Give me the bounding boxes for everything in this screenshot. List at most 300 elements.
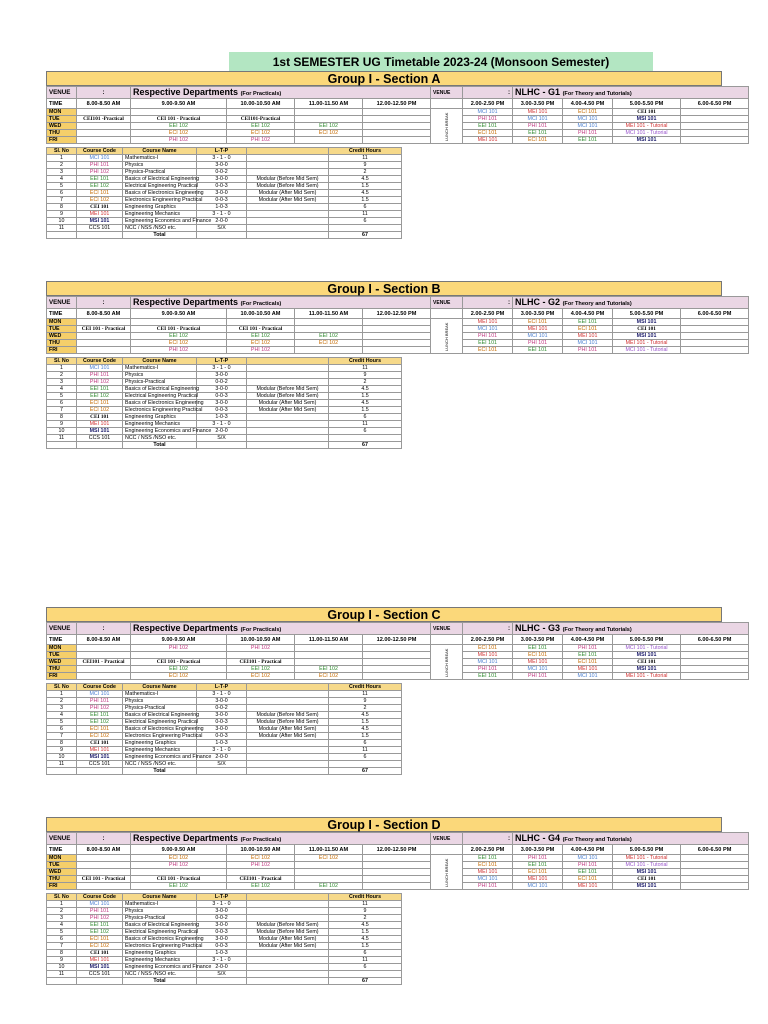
course-sl: 6: [47, 936, 77, 943]
total-label: Total: [123, 232, 197, 239]
course-code: PHI 101: [77, 908, 123, 915]
class-cell: [363, 347, 431, 354]
class-cell: MCI 101: [513, 666, 563, 673]
venue-label-2: VENUE: [431, 833, 463, 845]
class-cell: ECI 102: [295, 673, 363, 680]
class-cell: CEI 101: [613, 659, 681, 666]
nlhc-sub: (For Theory and Tutorials): [562, 836, 632, 843]
course-row: [47, 211, 402, 218]
class-cell: [681, 326, 749, 333]
course-code: PHI 102: [77, 705, 123, 712]
class-cell: CEI 101 - Practical: [77, 326, 131, 333]
course-credits: 6: [329, 740, 402, 747]
course-row: [47, 726, 402, 733]
class-cell: [363, 333, 431, 340]
course-name: Engineering Graphics: [123, 204, 197, 211]
course-header: Course Code: [77, 894, 123, 901]
resp-sub: (For Practicals): [240, 626, 282, 633]
time-label: TIME: [47, 309, 77, 319]
course-note: [247, 705, 329, 712]
course-row: [47, 169, 402, 176]
class-cell: [295, 347, 363, 354]
course-ltp: 0-0-3: [197, 407, 247, 414]
course-credits: 4.5: [329, 936, 402, 943]
class-cell: [363, 340, 431, 347]
class-cell: ECI 102: [295, 340, 363, 347]
course-code: CCS 101: [77, 225, 123, 232]
venue-colon: :: [77, 833, 131, 845]
course-name: Basics of Electrical Engineering: [123, 922, 197, 929]
course-table: [46, 357, 402, 449]
day-row: [47, 326, 749, 333]
course-row: [47, 190, 402, 197]
class-cell: MCI 101: [463, 109, 513, 116]
spacer: [431, 845, 463, 855]
day-label: MON: [47, 645, 77, 652]
course-ltp: 3-0-0: [197, 936, 247, 943]
course-credits: 2: [329, 379, 402, 386]
course-credits: 11: [329, 957, 402, 964]
course-code: EEI 101: [77, 176, 123, 183]
timetable: [46, 296, 749, 354]
course-ltp: 3 - 1 - 0: [197, 747, 247, 754]
class-cell: [363, 883, 431, 890]
class-cell: EEI 101: [563, 869, 613, 876]
class-cell: MSI 101: [613, 869, 681, 876]
class-cell: PHI 102: [131, 137, 227, 144]
venue-label-2: VENUE: [431, 87, 463, 99]
class-cell: PHI 101: [563, 347, 613, 354]
course-row: [47, 719, 402, 726]
venue-colon-2: :: [463, 833, 513, 845]
section-title: Group I - Section A: [46, 71, 722, 86]
empty-cell: [47, 978, 77, 985]
day-label: TUE: [47, 116, 77, 123]
course-name: NCC / NSS /NSO etc.: [123, 971, 197, 978]
course-header-row: [47, 148, 402, 155]
course-sl: 3: [47, 915, 77, 922]
course-code: PHI 101: [77, 162, 123, 169]
course-note: Modular (After Mid Sem): [247, 407, 329, 414]
course-name: Electrical Engineering Practical: [123, 183, 197, 190]
day-row: [47, 116, 749, 123]
course-ltp: 1-0-3: [197, 740, 247, 747]
course-name: Electrical Engineering Practical: [123, 393, 197, 400]
course-name: Physics: [123, 908, 197, 915]
course-sl: 4: [47, 386, 77, 393]
venue-colon: :: [77, 87, 131, 99]
course-code: CEI 101: [77, 204, 123, 211]
course-header: Course Code: [77, 684, 123, 691]
course-sl: 6: [47, 726, 77, 733]
total-row: [47, 768, 402, 775]
nlhc-venue: [513, 297, 749, 309]
class-cell: ECI 101: [463, 347, 513, 354]
class-cell: ECI 102: [131, 855, 227, 862]
course-sl: 3: [47, 379, 77, 386]
course-name: Engineering Economics and Finance: [123, 218, 197, 225]
venue-label-2: VENUE: [431, 623, 463, 635]
course-code: EEI 102: [77, 719, 123, 726]
class-cell: PHI 101: [563, 862, 613, 869]
class-cell: CEI101 - Practical: [77, 659, 131, 666]
class-cell: [295, 659, 363, 666]
course-ltp: 0-0-2: [197, 169, 247, 176]
course-ltp: 0-0-2: [197, 705, 247, 712]
class-cell: [363, 652, 431, 659]
time-slot: 5.00-5.50 PM: [613, 845, 681, 855]
course-name: Engineering Mechanics: [123, 957, 197, 964]
timetable: [46, 622, 749, 680]
course-ltp: 0-0-2: [197, 915, 247, 922]
course-credits: 1.5: [329, 197, 402, 204]
course-header: Credit Hours: [329, 358, 402, 365]
course-row: [47, 372, 402, 379]
course-note: [247, 365, 329, 372]
class-cell: [295, 326, 363, 333]
course-header: Credit Hours: [329, 148, 402, 155]
course-code: MEI 101: [77, 957, 123, 964]
day-label: TUE: [47, 862, 77, 869]
class-cell: [363, 666, 431, 673]
course-note: Modular (After Mid Sem): [247, 190, 329, 197]
time-row: [47, 309, 749, 319]
venue-row: [47, 87, 749, 99]
course-credits: [329, 761, 402, 768]
course-note: [247, 698, 329, 705]
venue-colon-2: :: [463, 623, 513, 635]
course-header: Credit Hours: [329, 894, 402, 901]
time-slot: 10.00-10.50 AM: [227, 309, 295, 319]
course-note: Modular (After Mid Sem): [247, 197, 329, 204]
course-credits: 11: [329, 365, 402, 372]
course-ltp: 0-0-3: [197, 393, 247, 400]
class-cell: MEI 101: [563, 333, 613, 340]
course-name: Basics of Electrical Engineering: [123, 386, 197, 393]
course-credits: 4.5: [329, 190, 402, 197]
class-cell: EEI 101: [513, 645, 563, 652]
course-sl: 3: [47, 169, 77, 176]
course-sl: 8: [47, 950, 77, 957]
class-cell: PHI 102: [131, 645, 227, 652]
course-name: Physics-Practical: [123, 379, 197, 386]
class-cell: EEI 101: [463, 123, 513, 130]
day-row: [47, 333, 749, 340]
course-name: Physics: [123, 162, 197, 169]
course-sl: 8: [47, 204, 77, 211]
class-cell: [295, 645, 363, 652]
empty-cell: [197, 442, 247, 449]
course-name: Engineering Economics and Finance: [123, 428, 197, 435]
course-name: Electrical Engineering Practical: [123, 719, 197, 726]
time-slot: 11.00-11.50 AM: [295, 99, 363, 109]
resp-sub: (For Practicals): [240, 836, 282, 843]
course-note: Modular (Before Mid Sem): [247, 393, 329, 400]
course-code: EEI 101: [77, 712, 123, 719]
class-cell: EEI 102: [295, 666, 363, 673]
course-ltp: 0-0-3: [197, 929, 247, 936]
course-name: Electronics Engineering Practical: [123, 407, 197, 414]
course-ltp: 3-0-0: [197, 908, 247, 915]
class-cell: [295, 137, 363, 144]
course-note: [247, 421, 329, 428]
time-slot: 5.00-5.50 PM: [613, 99, 681, 109]
class-cell: [77, 883, 131, 890]
course-note: Modular (Before Mid Sem): [247, 183, 329, 190]
class-cell: ECI 101: [513, 319, 563, 326]
class-cell: [77, 666, 131, 673]
respective-departments: [131, 87, 431, 99]
course-code: PHI 102: [77, 379, 123, 386]
course-header: L-T-P: [197, 358, 247, 365]
class-cell: MEI 101: [463, 319, 513, 326]
course-row: [47, 435, 402, 442]
class-cell: [681, 645, 749, 652]
class-cell: MSI 101: [613, 883, 681, 890]
course-ltp: S/X: [197, 971, 247, 978]
class-cell: [363, 855, 431, 862]
course-code: ECI 102: [77, 407, 123, 414]
course-ltp: 3 - 1 - 0: [197, 211, 247, 218]
course-ltp: 0-0-2: [197, 379, 247, 386]
course-sl: 2: [47, 698, 77, 705]
course-row: [47, 971, 402, 978]
class-cell: EEI 102: [131, 123, 227, 130]
course-name: Mathematics-I: [123, 691, 197, 698]
course-code: EEI 102: [77, 929, 123, 936]
class-cell: CEI 101 - Practical: [227, 326, 295, 333]
course-ltp: 0-0-3: [197, 719, 247, 726]
course-note: [247, 908, 329, 915]
class-cell: [363, 123, 431, 130]
course-credits: 4.5: [329, 400, 402, 407]
course-sl: 10: [47, 964, 77, 971]
class-cell: MSI 101: [613, 116, 681, 123]
course-sl: 4: [47, 176, 77, 183]
course-name: NCC / NSS /NSO etc.: [123, 761, 197, 768]
nlhc-label: NLHC - G3: [515, 622, 561, 633]
empty-cell: [247, 442, 329, 449]
course-sl: 5: [47, 183, 77, 190]
course-row: [47, 754, 402, 761]
class-cell: [295, 876, 363, 883]
class-cell: MEI 101: [563, 666, 613, 673]
time-slot: 4.00-4.50 PM: [563, 309, 613, 319]
course-header-row: [47, 684, 402, 691]
class-cell: PHI 102: [131, 347, 227, 354]
course-note: Modular (After Mid Sem): [247, 726, 329, 733]
total-label: Total: [123, 442, 197, 449]
course-row: [47, 379, 402, 386]
time-slot: 6.00-6.50 PM: [681, 635, 749, 645]
section-1: [46, 281, 732, 449]
course-header: L-T-P: [197, 148, 247, 155]
class-cell: [77, 137, 131, 144]
class-cell: EEI 101: [563, 319, 613, 326]
course-credits: 4.5: [329, 726, 402, 733]
class-cell: [77, 347, 131, 354]
class-cell: [295, 652, 363, 659]
day-label: THU: [47, 340, 77, 347]
day-label: WED: [47, 333, 77, 340]
class-cell: ECI 101: [563, 876, 613, 883]
venue-label: VENUE: [47, 87, 77, 99]
course-sl: 1: [47, 155, 77, 162]
day-row: [47, 137, 749, 144]
time-row: [47, 845, 749, 855]
class-cell: [681, 123, 749, 130]
course-credits: 2: [329, 169, 402, 176]
course-row: [47, 964, 402, 971]
spacer: [431, 635, 463, 645]
class-cell: EEI 101: [513, 130, 563, 137]
course-ltp: 2-0-0: [197, 754, 247, 761]
course-note: Modular (Before Mid Sem): [247, 176, 329, 183]
class-cell: [77, 869, 131, 876]
course-sl: 10: [47, 754, 77, 761]
total-credits: 67: [329, 768, 402, 775]
day-label: THU: [47, 130, 77, 137]
course-name: Physics: [123, 372, 197, 379]
course-ltp: 0-0-3: [197, 183, 247, 190]
venue-row: [47, 297, 749, 309]
empty-cell: [47, 442, 77, 449]
course-row: [47, 705, 402, 712]
class-cell: MCI 101 - Tutorial: [613, 130, 681, 137]
class-cell: ECI 101: [463, 862, 513, 869]
course-header: [247, 894, 329, 901]
course-note: [247, 372, 329, 379]
course-row: [47, 400, 402, 407]
class-cell: CEI101-Practical: [227, 116, 295, 123]
respective-departments: [131, 297, 431, 309]
course-name: Engineering Graphics: [123, 950, 197, 957]
time-slot: 3.00-3.50 PM: [513, 635, 563, 645]
course-row: [47, 901, 402, 908]
time-slot: 8.00-8.50 AM: [77, 309, 131, 319]
class-cell: EEI 101: [563, 652, 613, 659]
course-sl: 11: [47, 435, 77, 442]
course-ltp: 0-0-3: [197, 943, 247, 950]
class-cell: ECI 102: [295, 130, 363, 137]
day-label: FRI: [47, 883, 77, 890]
course-code: MSI 101: [77, 754, 123, 761]
day-row: [47, 673, 749, 680]
time-slot: 10.00-10.50 AM: [227, 845, 295, 855]
class-cell: MCI 101: [513, 116, 563, 123]
venue-row: [47, 623, 749, 635]
total-label: Total: [123, 978, 197, 985]
day-label: TUE: [47, 652, 77, 659]
lunch-break: LUNCH BREAK: [431, 109, 463, 144]
course-name: Electrical Engineering Practical: [123, 929, 197, 936]
class-cell: EEI 102: [131, 883, 227, 890]
nlhc-label: NLHC - G1: [515, 86, 561, 97]
course-name: Physics-Practical: [123, 705, 197, 712]
course-code: MSI 101: [77, 428, 123, 435]
class-cell: [681, 347, 749, 354]
course-ltp: 3-0-0: [197, 176, 247, 183]
course-credits: 6: [329, 754, 402, 761]
empty-cell: [47, 232, 77, 239]
class-cell: [295, 319, 363, 326]
time-slot: 9.00-9.50 AM: [131, 635, 227, 645]
class-cell: CEI 101 - Practical: [131, 326, 227, 333]
class-cell: [681, 855, 749, 862]
class-cell: PHI 101: [463, 333, 513, 340]
time-slot: 12.00-12.50 PM: [363, 635, 431, 645]
course-code: MSI 101: [77, 218, 123, 225]
time-slot: 9.00-9.50 AM: [131, 309, 227, 319]
class-cell: EEI 102: [227, 666, 295, 673]
day-row: [47, 869, 749, 876]
course-row: [47, 733, 402, 740]
class-cell: [681, 109, 749, 116]
course-header: [247, 358, 329, 365]
venue-colon: :: [77, 623, 131, 635]
venue-label: VENUE: [47, 833, 77, 845]
course-credits: 1.5: [329, 929, 402, 936]
class-cell: ECI 102: [131, 340, 227, 347]
class-cell: [77, 645, 131, 652]
course-note: Modular (Before Mid Sem): [247, 719, 329, 726]
course-ltp: 3 - 1 - 0: [197, 421, 247, 428]
class-cell: MCI 101: [563, 673, 613, 680]
class-cell: EEI 101: [463, 855, 513, 862]
class-cell: MCI 101: [563, 855, 613, 862]
course-sl: 2: [47, 372, 77, 379]
class-cell: [363, 116, 431, 123]
spacer: [431, 99, 463, 109]
course-sl: 5: [47, 929, 77, 936]
empty-cell: [77, 232, 123, 239]
course-code: ECI 102: [77, 733, 123, 740]
class-cell: [681, 319, 749, 326]
course-ltp: 3-0-0: [197, 712, 247, 719]
nlhc-venue: [513, 623, 749, 635]
class-cell: PHI 101: [463, 883, 513, 890]
day-row: [47, 862, 749, 869]
course-ltp: 0-0-3: [197, 197, 247, 204]
course-row: [47, 747, 402, 754]
course-ltp: 1-0-3: [197, 204, 247, 211]
class-cell: [77, 130, 131, 137]
course-code: MEI 101: [77, 211, 123, 218]
time-slot: 10.00-10.50 AM: [227, 99, 295, 109]
course-sl: 6: [47, 190, 77, 197]
course-sl: 1: [47, 691, 77, 698]
course-note: [247, 204, 329, 211]
course-ltp: 3 - 1 - 0: [197, 691, 247, 698]
course-name: Engineering Mechanics: [123, 421, 197, 428]
course-credits: 1.5: [329, 393, 402, 400]
class-cell: [363, 109, 431, 116]
course-row: [47, 225, 402, 232]
class-cell: [363, 319, 431, 326]
course-header: Sl. No: [47, 148, 77, 155]
course-code: PHI 101: [77, 372, 123, 379]
venue-colon-2: :: [463, 87, 513, 99]
time-label: TIME: [47, 99, 77, 109]
course-ltp: 3-0-0: [197, 372, 247, 379]
course-credits: 9: [329, 372, 402, 379]
course-sl: 4: [47, 922, 77, 929]
venue-colon: :: [77, 297, 131, 309]
course-note: [247, 950, 329, 957]
class-cell: [77, 673, 131, 680]
course-ltp: S/X: [197, 435, 247, 442]
course-row: [47, 155, 402, 162]
